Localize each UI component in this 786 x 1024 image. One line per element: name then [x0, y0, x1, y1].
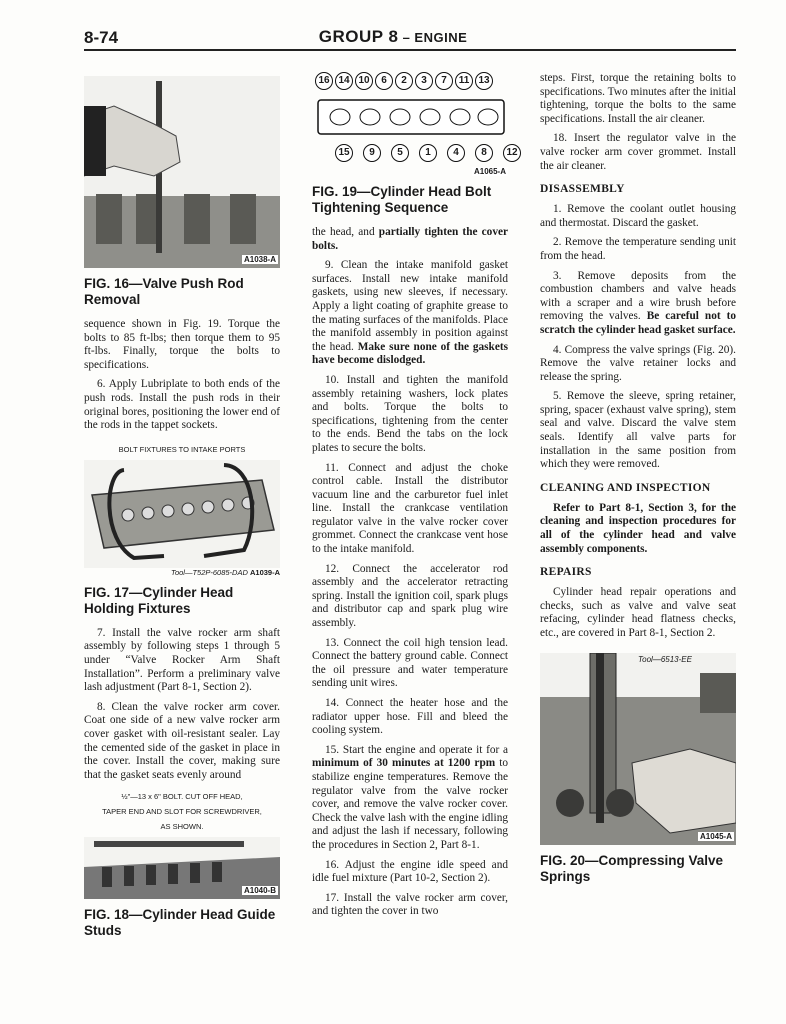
- heading-cleaning: CLEANING AND INSPECTION: [540, 481, 711, 494]
- fig16-code: A1038-A: [243, 255, 276, 264]
- step-14: 14. Connect the heater hose and the radiator upper hose. Fill and bleed the cooling system.: [312, 697, 508, 737]
- page-title: GROUP 8 – ENGINE: [318, 27, 468, 46]
- fig20-image: [540, 653, 736, 845]
- bolt-number: 5: [391, 144, 409, 162]
- step-17: 17. Install the valve rocker arm cover, and tighten the cover in two: [312, 891, 508, 918]
- emphasis: Make sure none of the gaskets have become dislodged.: [312, 340, 509, 367]
- fig18-caption: FIG. 18—Cylinder Head Guide Studs: [84, 907, 276, 939]
- cylinder-head-fixture-illustration: [84, 460, 280, 568]
- step-16: 16. Adjust the engine idle speed and idle fuel mixture (Part 10-2, Section 2).: [312, 858, 508, 885]
- disassembly-step-1: 1. Remove the coolant outlet housing and thermostat. Discard the gasket.: [540, 203, 736, 229]
- fig20-tool: Tool—6513-EE: [638, 654, 692, 664]
- bolt-number: 9: [363, 144, 381, 162]
- step-13: 13. Connect the coil high tension lead. Connect the battery ground cable. Connect the oil pressure and water temperature sending unit wires.: [312, 636, 508, 690]
- bolt-number: 13: [475, 72, 493, 90]
- text: 3. Remove deposits from the combustion chambers and valve heads with a scraper and a wire brush before removing the valves.: [540, 269, 736, 323]
- fig19-bottom-numbers: [330, 144, 526, 162]
- fig20-caption: FIG. 20—Compressing Valve Springs: [540, 852, 724, 884]
- fig19-top-numbers: [314, 72, 494, 90]
- step-7: 7. Install the valve rocker arm shaft assembly by following steps 1 through 5 under “Valve Rocker Arm Shaft Installation”. Perform a preliminary valve lash adjustment (Part 8-1, Section 2).: [84, 626, 280, 694]
- bolt-number: 15: [335, 144, 353, 162]
- fig17-code: A1039-A: [249, 567, 280, 577]
- paragraph-continuation: sequence shown in Fig. 19. Torque the bolts to 85 ft-lbs; then torque them to 95 ft-lbs. Finally, torque the bolts to specifications.: [84, 318, 280, 371]
- fig20-code: A1045-A: [699, 831, 732, 841]
- disassembly-step-3: [540, 270, 736, 338]
- fig16-caption: FIG. 16—Valve Push Rod Removal: [84, 276, 244, 307]
- fig17-tool-code: [84, 568, 280, 577]
- bolt-number: 1: [419, 144, 437, 162]
- emphasis: Be careful not to scratch the cylinder head gasket surface.: [540, 310, 736, 336]
- emphasis: minimum of 30 minutes at 1200 rpm: [312, 757, 496, 770]
- section-label: ENGINE: [414, 30, 468, 45]
- bolt-number: 7: [435, 72, 453, 90]
- fig19-caption: FIG. 19—Cylinder Head Bolt Tightening Sequence: [312, 184, 492, 215]
- bolt-number: 16: [315, 72, 333, 90]
- step-11: 11. Connect and adjust the choke control cable. Install the distributor vacuum line and the carburetor fuel inlet line. Install the crankcase ventilation regulator valve in the valve rocker cover grommet. Connect the crankcase vent hose to the intake manifold.: [312, 461, 508, 556]
- valve-spring-compressor-illustration: [540, 653, 736, 845]
- fig19-code: A1065-A: [473, 167, 506, 176]
- paragraph-continuation: [312, 226, 508, 253]
- fig17-image: [84, 460, 280, 568]
- fig17-tool: Tool—T52P-6085-DAD: [171, 567, 248, 577]
- bolt-number: 12: [503, 144, 521, 162]
- bolt-number: 3: [415, 72, 433, 90]
- emphasis: partially tighten the cover bolts.: [312, 226, 509, 252]
- bolt-number: 2: [395, 72, 413, 90]
- cylinder-head-outline: [312, 94, 508, 142]
- text: the head, and: [312, 226, 379, 238]
- cleaning-text: Refer to Part 8-1, Section 3, for the cleaning and inspection procedures for all of the cylinder head and valve assembly components.: [540, 501, 736, 555]
- step-15: [312, 744, 508, 853]
- fig17-label: BOLT FIXTURES TO INTAKE PORTS: [118, 444, 246, 454]
- fig17-caption: FIG. 17—Cylinder Head Holding Fixtures: [84, 584, 234, 616]
- bolt-number: 8: [475, 144, 493, 162]
- bolt-number: 4: [447, 144, 465, 162]
- bolt-number: 10: [355, 72, 373, 90]
- fig18-label-2: TAPER END AND SLOT FOR SCREWDRIVER,: [102, 807, 262, 817]
- fig18-code: A1040-B: [243, 886, 276, 896]
- disassembly-step-4: 4. Compress the valve springs (Fig. 20). Remove the valve retainer locks and release the spring.: [540, 343, 736, 383]
- paragraph-continuation: steps. First, torque the retaining bolts to specifications. Two minutes after the initial tightening, torque the bolts to the same specifications. Install the air cleaner.: [540, 72, 736, 125]
- fig18-image: [84, 837, 280, 899]
- step-18: 18. Insert the regulator valve in the valve rocker arm cover grommet. Install the air cleaner.: [540, 132, 736, 172]
- disassembly-step-5: 5. Remove the sleeve, spring retainer, spring, spacer (exhaust valve spring), stem seal and valve. Discard the valve stem seals. Identify all valve parts for installation in the same position from which they were removed.: [540, 390, 736, 471]
- group-label: GROUP 8: [318, 27, 399, 46]
- fig18-label-3: AS SHOWN.: [160, 822, 204, 832]
- step-10: 10. Install and tighten the manifold assembly retaining washers, lock plates and bolts. Torque the bolts to specifications, tightening from the center to the ends. Bend the tabs on the lock plates to secure the bolts.: [312, 373, 508, 454]
- page-number: 8-74: [84, 28, 119, 47]
- fig18-label-1: ½"—13 x 6" BOLT. CUT OFF HEAD,: [121, 792, 243, 802]
- heading-disassembly: DISASSEMBLY: [540, 183, 625, 196]
- text: 9. Clean the intake manifold gasket surfaces. Install new intake manifold gaskets, using new sleeves, if necessary. Apply a light coating of graphite grease to the mating surfaces of the manifolds. Place the manifold assembly in position against the head.: [312, 259, 508, 353]
- fig19-diagram: [312, 72, 518, 176]
- repairs-text: Cylinder head repair operations and checks, such as valve and valve seat refacing, cylinder head flatness checks, etc., are covered in Part 8-1, Section 2.: [540, 586, 736, 639]
- bolt-number: 14: [335, 72, 353, 90]
- column-1: [84, 76, 280, 949]
- bolt-number: 11: [455, 72, 473, 90]
- step-12: 12. Connect the accelerator rod assembly and the accelerator retracting spring. Install the ignition coil, spark plugs and distributor cap and spark plug wire assembly.: [312, 562, 508, 630]
- header-rule: [84, 49, 736, 51]
- step-9: [312, 259, 508, 368]
- fig16-image: [84, 76, 280, 268]
- disassembly-step-2: 2. Remove the temperature sending unit from the head.: [540, 236, 736, 262]
- column-3: [540, 72, 736, 895]
- text: to stabilize engine temperatures. Remove the regulator valve from the valve rocker cover, and remove the valve rocker cover. Check the valve lash with the engine idling and adjust the lash if necessary, following the procedures in Section 2, Part 8-1.: [312, 757, 508, 851]
- step-6: 6. Apply Lubriplate to both ends of the push rods. Install the push rods in their original bores, positioning the lower end of the rods in the tappet sockets.: [84, 378, 280, 432]
- push-rod-illustration: [84, 76, 280, 268]
- column-2: [312, 72, 518, 925]
- text: 15. Start the engine and operate it for a: [325, 743, 508, 756]
- step-8: 8. Clean the valve rocker arm cover. Coat one side of a new valve rocker arm cover gasket with oil-resistant sealer. Lay the cemented side of the gasket in place in the cover. Install the cover, making sure that the gasket seats evenly around: [84, 700, 280, 781]
- heading-repairs: REPAIRS: [540, 566, 592, 579]
- bolt-number: 6: [375, 72, 393, 90]
